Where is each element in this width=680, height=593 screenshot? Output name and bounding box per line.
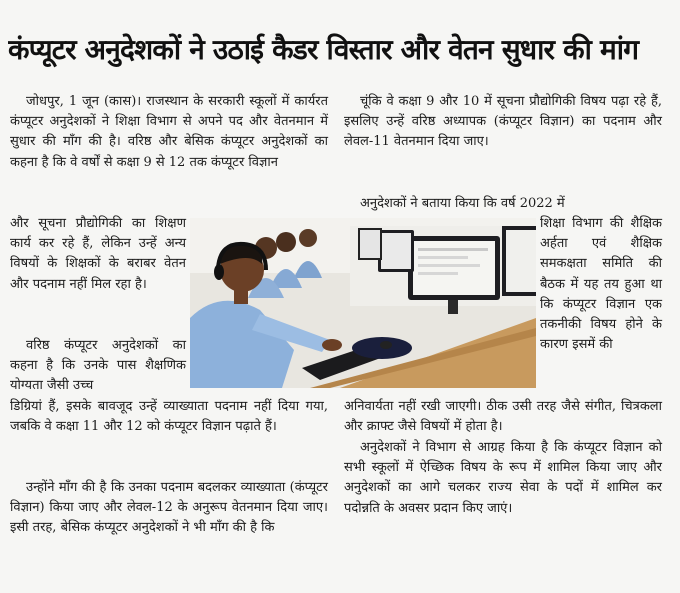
left-para-1: जोधपुर, 1 जून (कास)। राजस्थान के सरकारी स्कूलों में कार्यरत कंप्यूटर अनुदेशकों ने शिक्षा विभाग से अपने पद और वेतनमान में सुधार की माँग की है। वरिष्ठ और बेसिक कंप्यूटर अनुदेशकों का कहना है कि वे वर्षों से कक्षा 9 से 12 तक कंप्यूटर विज्ञान bbox=[10, 94, 328, 170]
news-photo bbox=[190, 218, 536, 388]
right-para-3: अनुदेशकों ने विभाग से आग्रह किया है कि कंप्यूटर विज्ञान को सभी स्कूलों में ऐच्छिक विषय के रूप में शामिल किया जाए और अनुदेशकों का आगे चलकर राज्य सेवा के पदों में शामिल कर पदोन्नति के अवसर प्रदान किए जाएं। bbox=[344, 440, 662, 516]
right-para-2-lead: अनुदेशकों ने बताया किया कि वर्ष 2022 में bbox=[360, 196, 565, 211]
left-para-2-wrap: वरिष्ठ कंप्यूटर अनुदेशकों का कहना है कि उनके पास शैक्षणिक योग्यता जैसी उच्च bbox=[10, 338, 186, 394]
right-para-2: अनिवार्यता नहीं रखी जाएगी। ठीक उसी तरह जैसे संगीत, चित्रकला और क्राफ्ट जैसे विषयों में होता है। bbox=[344, 399, 662, 435]
right-para-2-wrap: शिक्षा विभाग की शैक्षिक अर्हता एवं शैक्षिक समकक्षता समिति की बैठक में यह तय हुआ था कि कंप्यूटर विज्ञान एक तकनीकी विषय होने के कारण इसमें की bbox=[540, 216, 662, 353]
mousepad bbox=[352, 337, 412, 359]
headline: कंप्यूटर अनुदेशकों ने उठाई कैडर विस्तार और वेतन सुधार की मांग bbox=[8, 33, 639, 66]
left-para-2: डिग्रियां हैं, इसके बावजूद उन्हें व्याख्याता पदनाम नहीं दिया गया, जबकि वे कक्षा 11 और 12 को कंप्यूटर विज्ञान पढ़ाते हैं। bbox=[10, 399, 328, 435]
left-para-3: उन्होंने माँग की है कि उनका पदनाम बदलकर व्याख्याता (कंप्यूटर विज्ञान) किया जाए और लेवल-12 के अनुरूप वेतनमान दिया जाए।इसी तरह, बेसिक कंप्यूटर अनुदेशकों ने भी माँग की है कि bbox=[10, 480, 328, 536]
computer-lab-illustration bbox=[190, 218, 536, 388]
left-para-1-wrap: और सूचना प्रौद्योगिकी का शिक्षण कार्य कर रहे हैं, लेकिन उन्हें अन्य विषयों के शिक्षकों के बराबर वेतन और पदनाम नहीं मिल रहा है। bbox=[10, 216, 186, 292]
headphones-icon bbox=[214, 264, 224, 280]
right-para-1: चूंकि वे कक्षा 9 और 10 में सूचना प्रौद्योगिकी विषय पढ़ा रहे हैं, इसलिए उन्हें वरिष्ठ अध्यापक (कंप्यूटर विज्ञान) का पदनाम और लेवल-11 वेतनमान दिया जाए। bbox=[344, 94, 662, 150]
